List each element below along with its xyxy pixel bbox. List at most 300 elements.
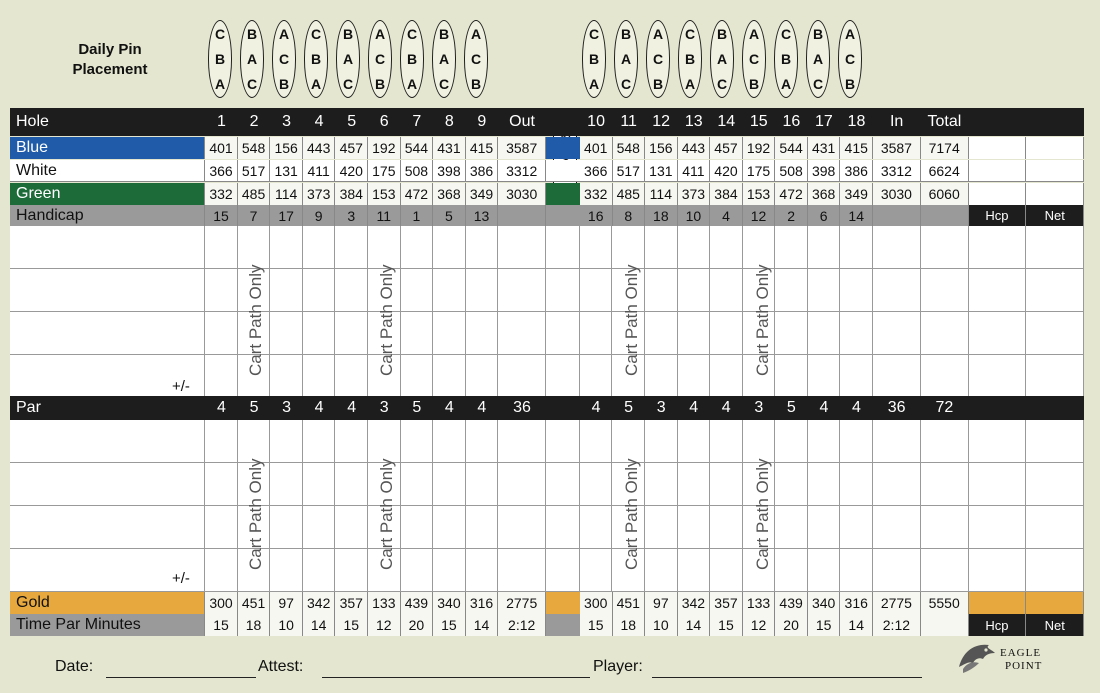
score1-cell[interactable]	[205, 269, 238, 311]
score0-cell[interactable]	[401, 226, 434, 268]
pin-letter: C	[748, 50, 760, 67]
par-extra	[1026, 396, 1084, 420]
score0-cell[interactable]	[498, 226, 546, 268]
par-cell: 3	[754, 399, 764, 416]
blue-cell: 401	[205, 137, 238, 159]
white-cell: 420	[710, 160, 743, 181]
blue-cell: 401	[580, 137, 613, 159]
score6-extra[interactable]	[969, 506, 1027, 548]
time-cell: 18	[613, 614, 646, 636]
blue-cell: 548	[613, 137, 646, 159]
score3-cell[interactable]	[775, 355, 808, 397]
score1-cell[interactable]	[840, 269, 873, 311]
score1-cell[interactable]	[710, 269, 743, 311]
score0-cell[interactable]	[303, 226, 336, 268]
score1-label	[10, 269, 205, 311]
pin-column	[400, 20, 424, 98]
score3-cell[interactable]	[678, 355, 711, 397]
score7-cell[interactable]	[205, 549, 238, 591]
blue-cell: 7174	[921, 137, 969, 159]
score0-cell[interactable]	[921, 226, 969, 268]
blue-cell: 443	[678, 137, 711, 159]
row-gold	[10, 592, 1084, 614]
eagle-point-logo	[955, 635, 1055, 680]
white-cell: 131	[645, 160, 678, 181]
time-cell: 14	[466, 614, 499, 636]
gold-cell: 316	[840, 592, 873, 614]
score0-cell[interactable]	[808, 226, 841, 268]
gold-cell: 97	[645, 592, 678, 614]
score3-cell[interactable]	[303, 355, 336, 397]
score4-cell[interactable]	[498, 420, 546, 462]
par-cell: 4	[819, 399, 829, 416]
row-par	[10, 396, 1084, 420]
score7-cell[interactable]	[498, 549, 546, 591]
green-cell: 3030	[498, 183, 546, 205]
pin-letter: C	[780, 25, 792, 42]
score6-label	[10, 506, 205, 548]
score4-label	[10, 420, 205, 462]
white-cell: 366	[580, 160, 613, 181]
score4-cell[interactable]	[238, 420, 271, 462]
pin-letter: B	[812, 25, 824, 42]
pin-letter: A	[470, 25, 482, 42]
score6-cell[interactable]	[335, 506, 368, 548]
score2-cell[interactable]	[580, 312, 613, 354]
score5-cell[interactable]	[840, 463, 873, 505]
score7-cell[interactable]	[921, 549, 969, 591]
score5-cell[interactable]	[808, 463, 841, 505]
pin-letter: C	[684, 25, 696, 42]
score4-cell[interactable]	[335, 420, 368, 462]
score6-cell[interactable]	[466, 506, 499, 548]
score6-cell[interactable]	[580, 506, 613, 548]
cart-path-note: Cart Path Only	[622, 458, 641, 570]
green-extra	[1026, 183, 1084, 205]
score3-cell[interactable]	[710, 355, 743, 397]
pin-column	[336, 20, 360, 98]
score0-cell[interactable]	[335, 226, 368, 268]
white-cell: 398	[808, 160, 841, 181]
date-field[interactable]	[106, 677, 256, 678]
eagle-head-icon	[955, 637, 997, 679]
time-cell: 15	[710, 614, 743, 636]
gold-cell: 133	[368, 592, 401, 614]
score3-cell[interactable]	[498, 355, 546, 397]
score4-cell[interactable]	[401, 420, 434, 462]
pin-letter: C	[812, 76, 824, 93]
divider-gap	[546, 592, 580, 614]
score6-cell[interactable]	[775, 506, 808, 548]
score2-cell[interactable]	[466, 312, 499, 354]
row-score2	[10, 312, 1084, 355]
score4-cell[interactable]	[743, 420, 776, 462]
score3-extra[interactable]	[1026, 355, 1084, 397]
score5-cell[interactable]	[270, 463, 303, 505]
gold-cell: 2775	[498, 592, 546, 614]
blue-cell: 156	[270, 137, 303, 159]
score7-cell[interactable]	[840, 549, 873, 591]
hole-cell: 3	[282, 113, 292, 130]
score6-cell[interactable]	[710, 506, 743, 548]
score2-cell[interactable]	[401, 312, 434, 354]
divider-gap	[546, 614, 580, 636]
score6-cell[interactable]	[270, 506, 303, 548]
score3-cell[interactable]	[840, 355, 873, 397]
score7-cell[interactable]	[303, 549, 336, 591]
score0-cell[interactable]	[580, 226, 613, 268]
green-label: Green	[10, 183, 205, 205]
pin-column	[240, 20, 264, 98]
green-cell: 384	[710, 183, 743, 205]
score0-cell[interactable]	[433, 226, 466, 268]
hole-cell: 7	[412, 113, 422, 130]
handicap-cell: 2	[775, 205, 808, 226]
score4-cell[interactable]	[270, 420, 303, 462]
pin-column	[678, 20, 702, 98]
time-cell: 12	[368, 614, 401, 636]
score3-cell[interactable]	[645, 355, 678, 397]
score0-cell[interactable]	[775, 226, 808, 268]
pin-letter: A	[588, 76, 600, 93]
pin-letter: B	[246, 25, 258, 42]
row-score5	[10, 463, 1084, 506]
score5-extra[interactable]	[1026, 463, 1084, 505]
score4-cell[interactable]	[580, 420, 613, 462]
score5-cell[interactable]	[775, 463, 808, 505]
score7-cell[interactable]	[335, 549, 368, 591]
score7-cell[interactable]	[808, 549, 841, 591]
par-cell: 4	[851, 399, 861, 416]
hole-extra	[1026, 108, 1084, 136]
score3-cell[interactable]	[270, 355, 303, 397]
score7-cell[interactable]	[580, 549, 613, 591]
green-cell: 373	[678, 183, 711, 205]
score0-extra[interactable]	[969, 226, 1027, 268]
cart-path-note: Cart Path Only	[245, 264, 265, 376]
score5-cell[interactable]	[335, 463, 368, 505]
player-field[interactable]	[652, 677, 922, 678]
score5-cell[interactable]	[921, 463, 969, 505]
pin-letter: C	[588, 25, 600, 42]
score4-cell[interactable]	[808, 420, 841, 462]
time-cell: 12	[743, 614, 776, 636]
green-cell: 3030	[873, 183, 921, 205]
score1-cell[interactable]	[466, 269, 499, 311]
score2-extra[interactable]	[1026, 312, 1084, 354]
score6-cell[interactable]	[433, 506, 466, 548]
pin-column	[646, 20, 670, 98]
score2-cell[interactable]	[921, 312, 969, 354]
score5-cell[interactable]	[498, 463, 546, 505]
score1-cell[interactable]	[678, 269, 711, 311]
score1-cell[interactable]	[645, 269, 678, 311]
handicap-cell: 12	[743, 205, 776, 226]
score5-cell[interactable]	[303, 463, 336, 505]
score7-cell[interactable]	[710, 549, 743, 591]
par-cell: 4	[721, 399, 731, 416]
hole-label: Hole	[16, 113, 49, 130]
pin-letter: C	[620, 76, 632, 93]
score4-extra[interactable]	[1026, 420, 1084, 462]
pin-column	[710, 20, 734, 98]
hole-cell: Total	[927, 113, 962, 130]
score1-cell[interactable]	[433, 269, 466, 311]
pin-letter: A	[214, 76, 226, 93]
pin-letter: B	[780, 50, 792, 67]
pin-letter: B	[310, 50, 322, 67]
score1-extra[interactable]	[969, 269, 1027, 311]
score7-cell[interactable]	[775, 549, 808, 591]
score1-cell[interactable]	[873, 269, 921, 311]
score5-cell[interactable]	[205, 463, 238, 505]
score6-cell[interactable]	[401, 506, 434, 548]
plus-minus-label: +/-	[172, 570, 190, 587]
green-cell: 332	[205, 183, 238, 205]
green-cell: 368	[433, 183, 466, 205]
score3-cell[interactable]	[401, 355, 434, 397]
time-cell: 15	[335, 614, 368, 636]
blue-cell: 415	[840, 137, 873, 159]
score6-cell[interactable]	[205, 506, 238, 548]
score0-cell[interactable]	[368, 226, 401, 268]
score7-cell[interactable]	[645, 549, 678, 591]
par-cell: 4	[444, 399, 454, 416]
green-cell: 472	[775, 183, 808, 205]
score6-cell[interactable]	[808, 506, 841, 548]
white-cell: 175	[368, 160, 401, 181]
score2-cell[interactable]	[335, 312, 368, 354]
score5-extra[interactable]	[969, 463, 1027, 505]
pin-letter: C	[470, 50, 482, 67]
score7-cell[interactable]	[466, 549, 499, 591]
row-hole	[10, 108, 1084, 136]
score4-cell[interactable]	[873, 420, 921, 462]
score4-cell[interactable]	[466, 420, 499, 462]
handicap-cell	[498, 205, 546, 226]
score7-cell[interactable]	[270, 549, 303, 591]
score6-cell[interactable]	[303, 506, 336, 548]
score3-cell[interactable]	[433, 355, 466, 397]
score5-cell[interactable]	[678, 463, 711, 505]
hole-cell: 2	[249, 113, 259, 130]
pin-letter: B	[374, 76, 386, 93]
gold-label: Gold	[10, 592, 205, 614]
score0-cell[interactable]	[270, 226, 303, 268]
green-cell: 6060	[921, 183, 969, 205]
par-cell: 5	[412, 399, 422, 416]
score3-cell[interactable]	[808, 355, 841, 397]
score0-cell[interactable]	[238, 226, 271, 268]
score2-cell[interactable]	[498, 312, 546, 354]
score5-cell[interactable]	[433, 463, 466, 505]
score2-extra[interactable]	[969, 312, 1027, 354]
score7-cell[interactable]	[433, 549, 466, 591]
white-extra	[1026, 160, 1084, 181]
blue-cell: 457	[335, 137, 368, 159]
pin-letter: C	[278, 50, 290, 67]
time-cell: 15	[580, 614, 613, 636]
pin-column	[368, 20, 392, 98]
score4-cell[interactable]	[368, 420, 401, 462]
score5-cell[interactable]	[466, 463, 499, 505]
handicap-cell: 10	[678, 205, 711, 226]
score0-cell[interactable]	[710, 226, 743, 268]
pin-letter: A	[278, 25, 290, 42]
score0-cell[interactable]	[678, 226, 711, 268]
score3-cell[interactable]	[466, 355, 499, 397]
par-cell: 4	[591, 399, 601, 416]
score0-cell[interactable]	[612, 226, 645, 268]
white-cell: 398	[433, 160, 466, 181]
score2-cell[interactable]	[808, 312, 841, 354]
green-cell: 153	[368, 183, 401, 205]
score2-cell[interactable]	[873, 312, 921, 354]
score0-cell[interactable]	[743, 226, 776, 268]
score0-cell[interactable]	[645, 226, 678, 268]
score6-cell[interactable]	[840, 506, 873, 548]
score2-cell[interactable]	[433, 312, 466, 354]
score1-cell[interactable]	[580, 269, 613, 311]
score3-extra[interactable]	[969, 355, 1027, 397]
score2-cell[interactable]	[678, 312, 711, 354]
score4-cell[interactable]	[840, 420, 873, 462]
score5-cell[interactable]	[710, 463, 743, 505]
score1-cell[interactable]	[303, 269, 336, 311]
score3-cell[interactable]	[205, 355, 238, 397]
score6-cell[interactable]	[678, 506, 711, 548]
par-cell: 36	[513, 399, 531, 416]
score2-cell[interactable]	[303, 312, 336, 354]
score1-cell[interactable]	[808, 269, 841, 311]
time-cell: 14	[678, 614, 711, 636]
hole-cell: 15	[749, 113, 768, 130]
score2-cell[interactable]	[710, 312, 743, 354]
score7-cell[interactable]	[678, 549, 711, 591]
score3-cell[interactable]	[873, 355, 921, 397]
white-cell: 3312	[873, 160, 921, 181]
pin-letter: A	[246, 50, 258, 67]
score7-cell[interactable]	[873, 549, 921, 591]
hole-cell: In	[889, 113, 904, 130]
score4-cell[interactable]	[775, 420, 808, 462]
pin-letter: C	[310, 25, 322, 42]
pin-letter: C	[374, 50, 386, 67]
white-cell: 6624	[921, 160, 969, 181]
score0-extra[interactable]	[1026, 226, 1084, 268]
score6-cell[interactable]	[873, 506, 921, 548]
hole-cell: 9	[477, 113, 487, 130]
score7-cell[interactable]	[401, 549, 434, 591]
pin-letter: C	[406, 25, 418, 42]
score2-cell[interactable]	[775, 312, 808, 354]
score0-cell[interactable]	[205, 226, 238, 268]
pin-letter: C	[844, 50, 856, 67]
handicap-cell: 3	[335, 205, 368, 226]
score0-cell[interactable]	[873, 226, 921, 268]
score3-cell[interactable]	[580, 355, 613, 397]
cart-path-note: Cart Path Only	[245, 458, 265, 570]
score1-cell[interactable]	[775, 269, 808, 311]
score1-extra[interactable]	[1026, 269, 1084, 311]
score6-cell[interactable]	[645, 506, 678, 548]
score6-cell[interactable]	[498, 506, 546, 548]
pin-letter: B	[214, 50, 226, 67]
blue-cell: 192	[368, 137, 401, 159]
pin-letter: A	[374, 25, 386, 42]
pin-letter: A	[684, 76, 696, 93]
hole-cell: 4	[314, 113, 324, 130]
blue-extra	[1026, 137, 1084, 159]
score1-cell[interactable]	[498, 269, 546, 311]
gold-cell: 133	[743, 592, 776, 614]
handicap-cell: 17	[270, 205, 303, 226]
score4-cell[interactable]	[433, 420, 466, 462]
score2-cell[interactable]	[270, 312, 303, 354]
divider-gap	[546, 205, 580, 226]
score4-cell[interactable]	[303, 420, 336, 462]
score4-cell[interactable]	[921, 420, 969, 462]
score0-cell[interactable]	[840, 226, 873, 268]
score1-cell[interactable]	[921, 269, 969, 311]
pin-column	[272, 20, 296, 98]
attest-field[interactable]	[322, 677, 590, 678]
score2-cell[interactable]	[840, 312, 873, 354]
divider-gap	[546, 108, 580, 136]
pin-letter: B	[652, 76, 664, 93]
score4-cell[interactable]	[612, 420, 645, 462]
white-cell: 411	[678, 160, 711, 181]
gold-cell: 451	[613, 592, 646, 614]
score4-cell[interactable]	[205, 420, 238, 462]
score6-cell[interactable]	[921, 506, 969, 548]
score7-extra[interactable]	[969, 549, 1027, 591]
score1-cell[interactable]	[401, 269, 434, 311]
pin-letter: C	[438, 76, 450, 93]
gold-cell: 300	[580, 592, 613, 614]
blue-cell: 544	[401, 137, 434, 159]
pin-letter: B	[620, 25, 632, 42]
pin-letter: B	[716, 25, 728, 42]
score5-cell[interactable]	[873, 463, 921, 505]
score1-cell[interactable]	[270, 269, 303, 311]
white-cell: 508	[401, 160, 434, 181]
score5-cell[interactable]	[645, 463, 678, 505]
score4-cell[interactable]	[645, 420, 678, 462]
score5-cell[interactable]	[580, 463, 613, 505]
score4-extra[interactable]	[969, 420, 1027, 462]
score7-extra[interactable]	[1026, 549, 1084, 591]
score4-cell[interactable]	[678, 420, 711, 462]
handicap-cell	[921, 205, 969, 226]
pin-placement-title: Daily Pin Placement	[72, 41, 148, 78]
score3-cell[interactable]	[921, 355, 969, 397]
handicap-cell: 5	[433, 205, 466, 226]
score4-cell[interactable]	[710, 420, 743, 462]
score2-cell[interactable]	[645, 312, 678, 354]
blue-cell: 443	[303, 137, 336, 159]
pin-letter: B	[844, 76, 856, 93]
par-cell: 4	[347, 399, 357, 416]
score3-cell[interactable]	[335, 355, 368, 397]
score5-cell[interactable]	[401, 463, 434, 505]
score0-cell[interactable]	[466, 226, 499, 268]
score6-extra[interactable]	[1026, 506, 1084, 548]
handicap-cell: 11	[368, 205, 401, 226]
score1-cell[interactable]	[335, 269, 368, 311]
score2-cell[interactable]	[205, 312, 238, 354]
gold-cell: 342	[303, 592, 336, 614]
